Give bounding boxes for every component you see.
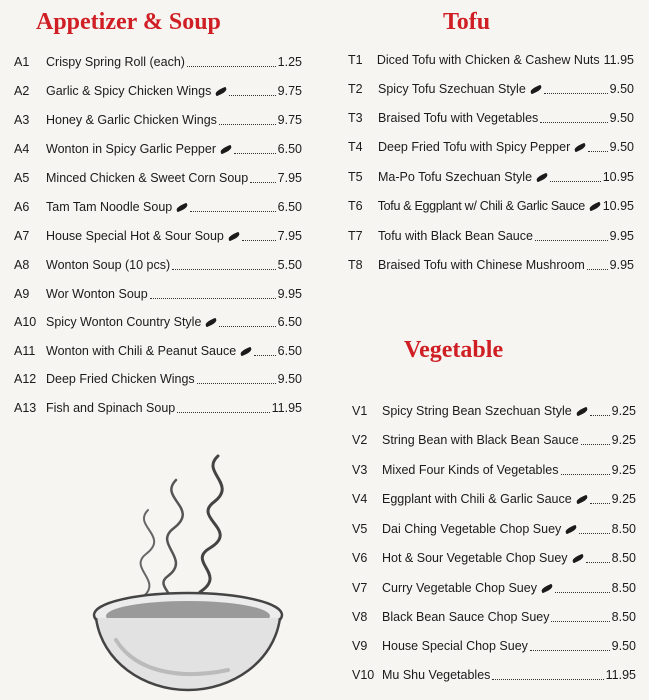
vegetable-title: Vegetable bbox=[404, 337, 504, 363]
spicy-pepper-icon bbox=[240, 346, 253, 356]
spicy-pepper-icon bbox=[215, 86, 228, 96]
spicy-pepper-icon bbox=[205, 317, 218, 327]
dot-leader bbox=[250, 182, 275, 183]
menu-item-a13 bbox=[14, 398, 302, 418]
dot-leader bbox=[561, 474, 610, 475]
spicy-pepper-icon bbox=[536, 172, 549, 182]
menu-item-a5 bbox=[14, 168, 302, 188]
item-code: V6 bbox=[352, 551, 368, 565]
dot-leader bbox=[550, 181, 601, 182]
item-code: V4 bbox=[352, 492, 368, 506]
dot-leader bbox=[581, 444, 610, 445]
dot-leader bbox=[551, 621, 609, 622]
item-code: A13 bbox=[14, 401, 37, 415]
item-name: Braised Tofu with Vegetables bbox=[378, 111, 539, 125]
spicy-pepper-icon bbox=[588, 201, 601, 211]
steam-swirl bbox=[141, 510, 155, 596]
item-code: T6 bbox=[348, 199, 363, 213]
item-code: A10 bbox=[14, 315, 37, 329]
item-price: 8.50 bbox=[611, 551, 636, 565]
item-name: House Special Hot & Sour Soup bbox=[46, 229, 224, 243]
dot-leader bbox=[587, 269, 608, 270]
dot-leader bbox=[588, 151, 607, 152]
item-code: A8 bbox=[14, 258, 30, 272]
item-name: Curry Vegetable Chop Suey bbox=[382, 581, 537, 595]
item-code: V3 bbox=[352, 463, 368, 477]
dot-leader bbox=[219, 124, 276, 125]
item-price: 9.50 bbox=[611, 639, 636, 653]
item-price: 7.95 bbox=[277, 229, 302, 243]
item-name: Spicy String Bean Szechuan Style bbox=[382, 404, 572, 418]
item-name: Crispy Spring Roll (each) bbox=[46, 55, 185, 69]
spicy-pepper-icon bbox=[575, 406, 588, 416]
tofu-title: Tofu bbox=[443, 9, 491, 35]
menu-item-a10 bbox=[14, 312, 302, 332]
item-price: 8.50 bbox=[611, 522, 636, 536]
item-code: A4 bbox=[14, 142, 30, 156]
dot-leader bbox=[172, 269, 276, 270]
item-price: 10.95 bbox=[602, 170, 634, 184]
dot-leader bbox=[540, 122, 607, 123]
menu-item-t6 bbox=[348, 196, 634, 216]
dot-leader bbox=[197, 383, 276, 384]
steam-swirl bbox=[200, 456, 222, 592]
dot-leader bbox=[590, 503, 610, 504]
item-code: A1 bbox=[14, 55, 30, 69]
item-name: Wonton with Chili & Peanut Sauce bbox=[46, 344, 237, 358]
item-name: Deep Fried Tofu with Spicy Pepper bbox=[378, 140, 571, 154]
dot-leader bbox=[187, 66, 276, 67]
item-code: A7 bbox=[14, 229, 30, 243]
menu-item-v3 bbox=[352, 460, 636, 480]
item-code: A9 bbox=[14, 287, 30, 301]
item-name: Wonton in Spicy Garlic Pepper bbox=[46, 142, 216, 156]
item-price: 9.95 bbox=[609, 258, 634, 272]
item-name: Wor Wonton Soup bbox=[46, 287, 148, 301]
appetizer-soup-title: Appetizer & Soup bbox=[36, 9, 221, 35]
item-name: Tofu with Black Bean Sauce bbox=[378, 229, 533, 243]
dot-leader bbox=[229, 95, 275, 96]
item-price: 9.75 bbox=[277, 84, 302, 98]
bowl-body bbox=[96, 618, 280, 690]
item-price: 9.25 bbox=[611, 404, 636, 418]
item-name: Wonton Soup (10 pcs) bbox=[46, 258, 171, 272]
item-price: 10.95 bbox=[602, 199, 634, 213]
item-name: Ma-Po Tofu Szechuan Style bbox=[378, 170, 533, 184]
menu-item-t7 bbox=[348, 226, 634, 246]
item-code: A6 bbox=[14, 200, 30, 214]
item-code: V2 bbox=[352, 433, 368, 447]
item-price: 6.50 bbox=[277, 142, 302, 156]
item-code: V8 bbox=[352, 610, 368, 624]
dot-leader bbox=[530, 650, 610, 651]
item-name: House Special Chop Suey bbox=[382, 639, 528, 653]
menu-item-v10 bbox=[352, 665, 636, 685]
item-name: Spicy Tofu Szechuan Style bbox=[378, 82, 526, 96]
item-name: Mu Shu Vegetables bbox=[382, 668, 491, 682]
menu-item-a12 bbox=[14, 369, 302, 389]
dot-leader bbox=[190, 211, 275, 212]
menu-item-t8 bbox=[348, 255, 634, 275]
item-name: Garlic & Spicy Chicken Wings bbox=[46, 84, 212, 98]
item-price: 9.25 bbox=[611, 492, 636, 506]
dot-leader bbox=[150, 298, 276, 299]
item-price: 9.50 bbox=[609, 140, 634, 154]
spicy-pepper-icon bbox=[529, 84, 542, 94]
item-name: Honey & Garlic Chicken Wings bbox=[46, 113, 217, 127]
item-price: 6.50 bbox=[277, 200, 302, 214]
menu-item-v1 bbox=[352, 401, 636, 421]
item-price: 6.50 bbox=[277, 344, 302, 358]
spicy-pepper-icon bbox=[540, 583, 553, 593]
menu-item-v4 bbox=[352, 489, 636, 509]
item-code: A11 bbox=[14, 344, 36, 358]
item-price: 5.50 bbox=[277, 258, 302, 272]
menu-item-v6 bbox=[352, 548, 636, 568]
dot-leader bbox=[219, 326, 275, 327]
item-price: 11.95 bbox=[605, 668, 636, 682]
menu-item-v7 bbox=[352, 578, 636, 598]
item-price: 11.95 bbox=[603, 53, 634, 67]
item-code: V10 bbox=[352, 668, 375, 682]
dot-leader bbox=[535, 240, 608, 241]
menu-item-v2 bbox=[352, 430, 636, 450]
item-code: T3 bbox=[348, 111, 363, 125]
dot-leader bbox=[544, 93, 608, 94]
menu-item-v5 bbox=[352, 519, 636, 539]
item-price: 8.50 bbox=[611, 581, 636, 595]
item-price: 1.25 bbox=[277, 55, 302, 69]
menu-item-t4 bbox=[348, 137, 634, 157]
item-code: A5 bbox=[14, 171, 30, 185]
menu-item-t3 bbox=[348, 108, 634, 128]
item-name: Braised Tofu with Chinese Mushroom bbox=[378, 258, 585, 272]
menu-item-v8 bbox=[352, 607, 636, 627]
item-code: T1 bbox=[348, 53, 363, 67]
item-name: Dai Ching Vegetable Chop Suey bbox=[382, 522, 562, 536]
item-code: T2 bbox=[348, 82, 363, 96]
menu-item-a11 bbox=[14, 341, 302, 361]
item-price: 9.50 bbox=[609, 111, 634, 125]
spicy-pepper-icon bbox=[571, 553, 584, 563]
item-price: 7.95 bbox=[277, 171, 302, 185]
item-name: Hot & Sour Vegetable Chop Suey bbox=[382, 551, 568, 565]
item-code: T8 bbox=[348, 258, 363, 272]
dot-leader bbox=[586, 562, 610, 563]
item-code: T5 bbox=[348, 170, 363, 184]
item-code: T7 bbox=[348, 229, 363, 243]
item-code: T4 bbox=[348, 140, 363, 154]
menu-item-a8 bbox=[14, 255, 302, 275]
item-name: Spicy Wonton Country Style bbox=[46, 315, 202, 329]
menu-item-a2 bbox=[14, 81, 302, 101]
steam-swirl bbox=[163, 480, 182, 602]
item-price: 9.95 bbox=[277, 287, 302, 301]
item-name: Diced Tofu with Chicken & Cashew Nuts bbox=[376, 53, 600, 67]
spicy-pepper-icon bbox=[227, 231, 240, 241]
item-code: A3 bbox=[14, 113, 30, 127]
item-price: 8.50 bbox=[611, 610, 636, 624]
item-price: 11.95 bbox=[271, 401, 302, 415]
menu-item-a1 bbox=[14, 52, 302, 72]
dot-leader bbox=[579, 533, 609, 534]
item-name: Tofu & Eggplant w/ Chili & Garlic Sauce bbox=[377, 199, 585, 213]
item-name: Minced Chicken & Sweet Corn Soup bbox=[46, 171, 249, 185]
soup-bowl-icon bbox=[88, 450, 288, 695]
item-code: V1 bbox=[352, 404, 368, 418]
menu-item-v9 bbox=[352, 636, 636, 656]
menu-item-t1 bbox=[348, 50, 634, 70]
item-price: 6.50 bbox=[277, 315, 302, 329]
spicy-pepper-icon bbox=[220, 144, 233, 154]
item-name: String Bean with Black Bean Sauce bbox=[382, 433, 579, 447]
menu-item-t2 bbox=[348, 79, 634, 99]
dot-leader bbox=[555, 592, 610, 593]
menu-item-t5 bbox=[348, 167, 634, 187]
item-name: Fish and Spinach Soup bbox=[46, 401, 176, 415]
dot-leader bbox=[590, 415, 610, 416]
item-name: Deep Fried Chicken Wings bbox=[46, 372, 195, 386]
menu-item-a4 bbox=[14, 139, 302, 159]
menu-item-a3 bbox=[14, 110, 302, 130]
dot-leader bbox=[254, 355, 276, 356]
spicy-pepper-icon bbox=[565, 524, 578, 534]
item-name: Tam Tam Noodle Soup bbox=[46, 200, 173, 214]
item-price: 9.50 bbox=[609, 82, 634, 96]
item-code: A12 bbox=[14, 372, 37, 386]
spicy-pepper-icon bbox=[575, 494, 588, 504]
dot-leader bbox=[234, 153, 276, 154]
item-code: V9 bbox=[352, 639, 368, 653]
spicy-pepper-icon bbox=[574, 142, 587, 152]
item-price: 9.50 bbox=[277, 372, 302, 386]
item-name: Black Bean Sauce Chop Suey bbox=[382, 610, 550, 624]
menu-item-a7 bbox=[14, 226, 302, 246]
item-code: V7 bbox=[352, 581, 368, 595]
item-code: A2 bbox=[14, 84, 30, 98]
item-price: 9.25 bbox=[611, 433, 636, 447]
dot-leader bbox=[177, 412, 269, 413]
item-name: Eggplant with Chili & Garlic Sauce bbox=[382, 492, 572, 506]
item-price: 9.95 bbox=[609, 229, 634, 243]
menu-item-a6 bbox=[14, 197, 302, 217]
item-code: V5 bbox=[352, 522, 368, 536]
dot-leader bbox=[242, 240, 276, 241]
menu-item-a9 bbox=[14, 284, 302, 304]
dot-leader bbox=[492, 679, 603, 680]
spicy-pepper-icon bbox=[176, 202, 189, 212]
item-price: 9.75 bbox=[277, 113, 302, 127]
item-name: Mixed Four Kinds of Vegetables bbox=[382, 463, 559, 477]
item-price: 9.25 bbox=[611, 463, 636, 477]
